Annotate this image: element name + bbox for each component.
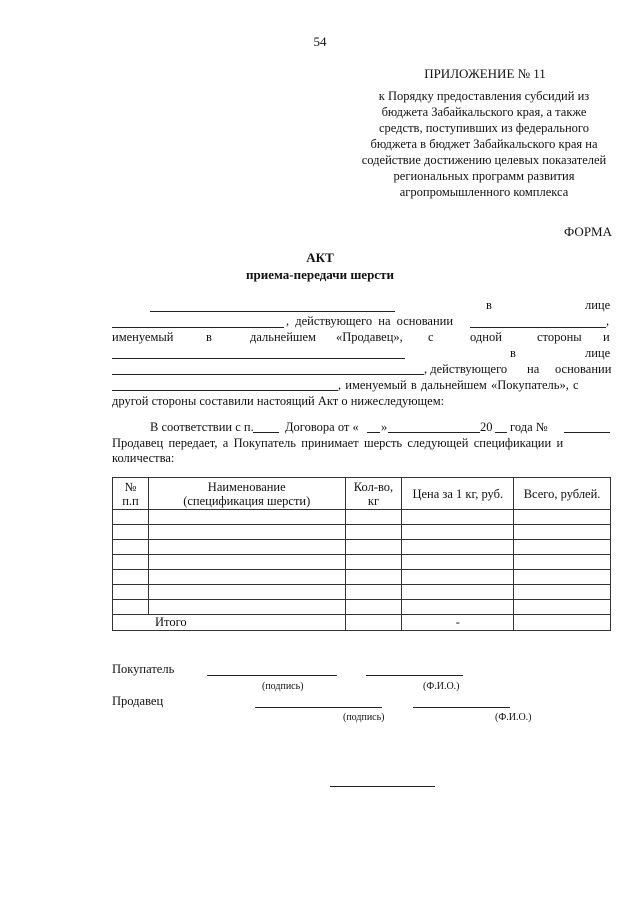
table-cell[interactable] [514,555,611,570]
buyer-basis-blank[interactable] [112,390,338,391]
table-header-row [113,478,611,510]
table-cell[interactable] [113,540,149,555]
header-qty-line: кг [367,493,380,508]
word-imenuemyy: именуемый [112,330,174,344]
table-row [113,525,611,540]
seller-term: «Продавец», [336,330,403,344]
seller-representative-blank[interactable] [112,327,284,328]
table-row [113,510,611,525]
table-row [113,585,611,600]
year-prefix: 20 [480,420,493,434]
header-qty-line: Кол-во, [353,479,394,494]
seller-basis-blank[interactable] [470,327,606,328]
transfer-text: Продавец передает, а Покупатель принимает шерсть следующей спецификации и [112,436,564,450]
form-label: ФОРМА [564,224,612,239]
table-cell[interactable] [345,585,402,600]
appendix-line: бюджета Забайкальского края, а также [381,105,587,119]
appendix-line: к Порядку предоставления субсидий из [378,89,590,103]
contract-month-blank[interactable] [388,432,480,433]
appendix-line: бюджета в бюджет Забайкальского края на [370,137,598,151]
buyer-acting-text: , действующего [424,362,508,376]
header-name-line: (спецификация шерсти) [183,493,311,508]
header-price: Цена за 1 кг, руб. [402,478,514,510]
word-osnovanii: основании [555,362,612,376]
table-cell[interactable] [113,525,149,540]
table-cell[interactable] [514,585,611,600]
table-cell[interactable] [345,615,402,631]
word-odnoy: одной [470,330,502,344]
header-num [113,478,149,510]
table-cell[interactable] [514,615,611,631]
table-cell[interactable] [113,510,149,525]
buyer-fio-line[interactable] [366,675,463,676]
end-separator-line [330,786,435,787]
total-label-text: Итого [155,615,187,629]
buyer-signature-caption: (подпись) [262,681,304,692]
table-cell[interactable] [402,510,514,525]
table-cell[interactable] [148,600,345,615]
seller-signature-caption: (подпись) [343,712,385,723]
table-cell[interactable] [514,540,611,555]
header-name [148,478,345,510]
table-cell[interactable] [514,570,611,585]
page-number: 54 [313,34,327,49]
buyer-signature-line[interactable] [207,675,337,676]
appendix-line: содействие достижению целевых показателей [361,153,607,167]
comma: , [606,314,610,328]
table-row [113,600,611,615]
contract-year-blank[interactable] [495,432,507,433]
contract-day-blank[interactable] [367,432,380,433]
table-cell[interactable] [148,585,345,600]
seller-signature-line[interactable] [255,707,382,708]
word-i: и [603,330,610,344]
seller-label: Продавец [112,694,164,708]
quantity-text: количества: [112,451,175,465]
table-cell[interactable] [514,600,611,615]
act-subtitle: приема-передачи шерсти [246,267,394,282]
buyer-term-phrase: , именуемый в дальнейшем «Покупатель», с [338,378,579,392]
header-name-line: Наименование [207,479,286,494]
table-cell[interactable] [402,555,514,570]
table-cell[interactable] [402,570,514,585]
word-dalneyshem: дальнейшем [250,330,316,344]
appendix-line: средств, поступивших из федерального [378,121,590,135]
appendix-title: ПРИЛОЖЕНИЕ № 11 [424,66,546,81]
appendix-line: региональных программ развития [393,169,575,183]
header-num-line: № [124,479,137,494]
total-label [113,615,346,631]
table-cell[interactable] [345,570,402,585]
contract-clause-text: В соответствии с п. [150,420,254,434]
table-cell[interactable] [345,525,402,540]
act-title: АКТ [306,250,334,265]
quote-close: » [381,420,388,434]
contract-number-blank[interactable] [564,432,610,433]
other-side-text: другой стороны составили настоящий Акт о нижеследующем: [112,394,445,408]
table-cell[interactable] [514,525,611,540]
word-v: в [486,298,492,312]
word-v: в [510,346,516,360]
total-value[interactable]: - [402,615,514,631]
table-cell[interactable] [402,525,514,540]
table-cell[interactable] [514,510,611,525]
table-cell[interactable] [402,600,514,615]
appendix-line: агропромышленного комплекса [399,185,569,199]
table-cell[interactable] [113,570,149,585]
buyer-fio-caption: (Ф.И.О.) [423,681,460,692]
table-cell[interactable] [148,570,345,585]
table-cell[interactable] [113,555,149,570]
table-total-row [113,615,611,631]
seller-name-blank[interactable] [150,311,395,312]
contract-date-text: Договора от « [285,420,359,434]
word-litse: лице [585,298,611,312]
table-cell[interactable] [148,510,345,525]
appendix-description [350,88,618,200]
table-cell[interactable] [402,585,514,600]
header-total: Всего, рублей. [514,478,611,510]
table-cell[interactable] [148,540,345,555]
contract-number-text: года № [510,420,548,434]
table-cell[interactable] [345,600,402,615]
header-num-line: п.п [122,493,139,508]
table-row [113,540,611,555]
table-row [113,570,611,585]
header-qty [345,478,402,510]
table-cell[interactable] [148,525,345,540]
seller-acting-text: , действующего на основании [286,314,454,328]
table-cell[interactable] [148,555,345,570]
seller-fio-line[interactable] [413,707,510,708]
table-cell[interactable] [113,600,149,615]
table-row [113,555,611,570]
word-storony: стороны [537,330,582,344]
table-cell[interactable] [345,510,402,525]
table-cell[interactable] [345,540,402,555]
table-cell[interactable] [402,540,514,555]
word-s: с [428,330,434,344]
word-litse: лице [585,346,611,360]
buyer-label: Покупатель [112,662,175,676]
clause-number-blank[interactable] [253,432,279,433]
table-cell[interactable] [345,555,402,570]
seller-fio-caption: (Ф.И.О.) [495,712,532,723]
specification-table [112,477,611,631]
buyer-name-blank[interactable] [112,358,405,359]
buyer-representative-blank[interactable] [112,374,424,375]
word-na: на [527,362,540,376]
word-v: в [206,330,212,344]
table-cell[interactable] [113,585,149,600]
